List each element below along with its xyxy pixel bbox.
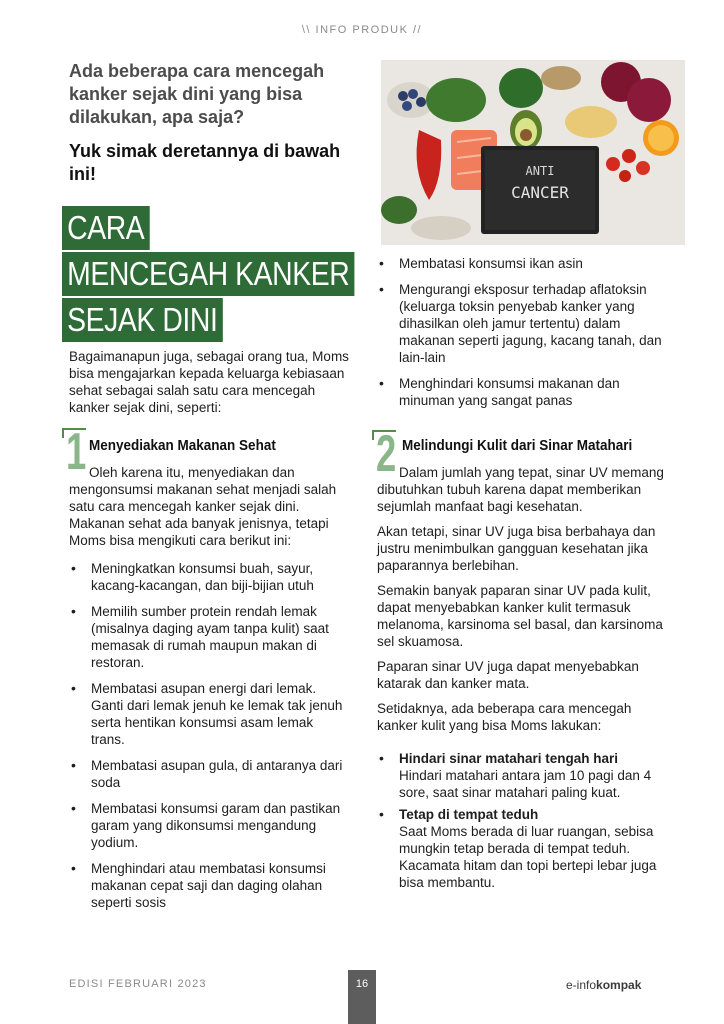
section-2-paragraph: Semakin banyak paparan sinar UV pada kulit, dapat menyebabkan kanker kulit termasuk melanoma, karsinoma sel basal, dan karsinoma sel skuamosa. xyxy=(377,583,663,649)
list-item: • Membatasi asupan energi dari lemak. Ganti dari lemak jenuh ke lemak tak jenuh serta hentikan konsumsi asam lemak trans. xyxy=(69,680,349,748)
list-item xyxy=(377,806,669,891)
food-illustration xyxy=(381,60,685,245)
title-line-2: MENCEGAH KANKER xyxy=(62,252,354,296)
list-item xyxy=(377,750,669,801)
list-item: • Membatasi asupan gula, di antaranya dari soda xyxy=(69,757,349,791)
tip-title: • Hindari sinar matahari tengah hari xyxy=(399,751,619,766)
intro-question: Ada beberapa cara mencegah kanker sejak dini yang bisa dilakukan, apa saja? xyxy=(69,61,325,127)
section-2-title: Melindungi Kulit dari Sinar Matahari xyxy=(402,437,633,454)
section-1-number: 1 xyxy=(62,428,98,478)
section-2-paragraph: Dalam jumlah yang tepat, sinar UV memang dibutuhkan tubuh karena dapat memberikan sejumlah manfaat bagi kesehatan. xyxy=(377,465,664,514)
title-line-1: CARA xyxy=(62,206,149,250)
page-number: 16 xyxy=(355,978,369,990)
brand-logo: e-infokompak xyxy=(566,978,642,992)
sign-text-1: ANTI xyxy=(525,164,555,178)
section-2-number: 2 xyxy=(372,430,408,480)
tip-title: • Tetap di tempat teduh xyxy=(399,807,539,822)
page-header: \\ INFO PRODUK // xyxy=(301,24,423,36)
section-2-tips-list xyxy=(377,750,669,891)
intro-paragraph: Bagaimanapun juga, sebagai orang tua, Moms bisa mengajarkan kepada keluarga kebiasaan sehat sebagai salah satu cara mencegah kanker sejak dini, seperti: xyxy=(69,349,349,415)
list-item: • Meningkatkan konsumsi buah, sayur, kacang-kacangan, dan biji-bijian utuh xyxy=(69,560,349,594)
list-item: • Membatasi konsumsi ikan asin xyxy=(377,255,673,272)
section-1-bullet-list xyxy=(69,560,349,920)
intro-cta: Yuk simak deretannya di bawah ini! xyxy=(69,141,341,184)
section-2-body xyxy=(377,464,669,896)
list-item: • Mengurangi eksposur terhadap aflatoksin (keluarga toksin penyebab kanker yang dihasilkan oleh jamur tertentu) dalam makanan seperti jagung, kacang tanah, dan lain-lain xyxy=(377,281,673,366)
right-bullet-list xyxy=(377,255,673,418)
list-item: • Menghindari atau membatasi konsumsi makanan cepat saji dan daging olahan seperti sosis xyxy=(69,860,349,911)
tip-text: Saat Moms berada di luar ruangan, sebisa mungkin tetap berada di tempat teduh. Kacamata hitam dan topi bertepi lebar juga bisa membantu. xyxy=(399,824,657,890)
tip-text: Hindari matahari antara jam 10 pagi dan 4 sore, saat sinar matahari paling kuat. xyxy=(399,768,652,800)
list-item: • Membatasi konsumsi garam dan pastikan garam yang dikonsumsi mengandung yodium. xyxy=(69,800,349,851)
sign-text-2: CANCER xyxy=(511,183,569,202)
section-2-paragraph: Paparan sinar UV juga dapat menyebabkan katarak dan kanker mata. xyxy=(377,659,639,691)
edition-label: EDISI FEBRUARI 2023 xyxy=(69,978,207,990)
article-title xyxy=(62,206,402,344)
section-1-paragraph: Oleh karena itu, menyediakan dan mengonsumsi makanan sehat menjadi salah satu cara mencegah kanker sejak dini. Makanan sehat ada banyak jenisnya, tetapi Moms bisa mengikuti cara berikut ini: xyxy=(69,465,337,548)
list-item: • Menghindari konsumsi makanan dan minuman yang sangat panas xyxy=(377,375,673,409)
title-line-3: SEJAK DINI xyxy=(62,298,223,342)
list-item: • Memilih sumber protein rendah lemak (misalnya daging ayam tanpa kulit) saat memasak di rumah maupun makan di restoran. xyxy=(69,603,349,671)
section-2-paragraph: Setidaknya, ada beberapa cara mencegah kanker kulit yang bisa Moms lakukan: xyxy=(377,701,632,733)
anti-cancer-food-photo xyxy=(381,60,685,245)
section-2-paragraph: Akan tetapi, sinar UV juga bisa berbahaya dan justru menimbulkan gangguan kesehatan jika paparannya berlebihan. xyxy=(377,524,656,573)
section-1-title: Menyediakan Makanan Sehat xyxy=(89,437,276,454)
